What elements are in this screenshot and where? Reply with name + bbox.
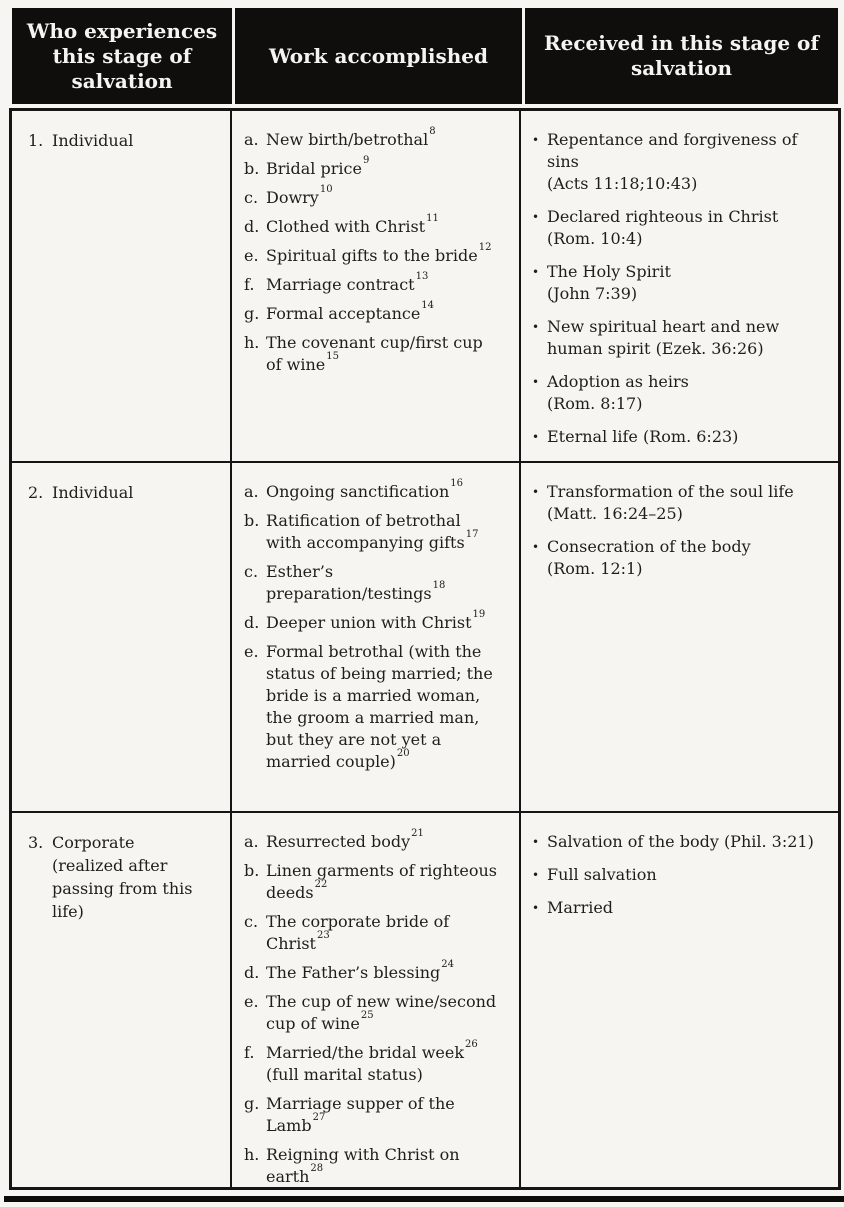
work-item-letter: b. — [244, 861, 260, 880]
work-item-letter: c. — [244, 912, 259, 931]
who-entry — [28, 481, 222, 504]
work-item — [244, 299, 501, 325]
work-item-text: Reigning with Christ on earth$^{28}$ — [266, 1145, 460, 1186]
footnote-number: 27 — [312, 1111, 326, 1123]
work-item-letter: a. — [244, 832, 259, 851]
bullet-icon: • — [532, 133, 540, 147]
received-cell-row3 — [521, 813, 838, 1187]
who-cell-row2 — [12, 463, 232, 813]
work-item-letter: d. — [244, 217, 260, 236]
header-cell-work — [235, 8, 522, 104]
received-item-text: Transformation of the soul life (Matt. 16:24–25) — [547, 482, 794, 523]
received-item — [532, 831, 832, 853]
work-item-letter: a. — [244, 130, 259, 149]
who-cell-row1 — [12, 111, 232, 463]
work-item — [244, 1093, 501, 1137]
work-item-letter: b. — [244, 511, 260, 530]
works-cell-row2 — [232, 463, 521, 813]
work-item — [244, 860, 501, 904]
work-item-letter: h. — [244, 333, 260, 352]
header-cell-who — [12, 8, 232, 104]
received-item — [532, 897, 832, 919]
footnote-number: 8 — [429, 125, 436, 137]
works-cell-row3 — [232, 813, 521, 1187]
work-item-letter: h. — [244, 1145, 260, 1164]
footnote-number: 13 — [415, 270, 429, 282]
work-item-text: Dowry$^{10}$ — [266, 183, 333, 207]
work-item — [244, 911, 501, 955]
received-item — [532, 426, 832, 448]
work-item-text: Deeper union with Christ$^{19}$ — [266, 608, 486, 632]
header-work-label: Work accomplished — [268, 43, 489, 68]
footnote-number: 18 — [432, 579, 446, 591]
received-item — [532, 316, 832, 360]
received-item-text: Married — [547, 898, 614, 917]
who-entry — [28, 129, 222, 152]
work-item-text: Formal acceptance$^{14}$ — [266, 299, 435, 323]
work-item-letter: d. — [244, 963, 260, 982]
work-item-letter: c. — [244, 562, 259, 581]
works-cell-row1 — [232, 111, 521, 463]
work-item — [244, 510, 501, 554]
work-item-text: Bridal price$^9$ — [266, 154, 370, 178]
work-item-text: Ratification of betrothal with accompanying gifts$^{17}$ — [266, 511, 479, 552]
bullet-icon: • — [532, 430, 540, 444]
work-item-text: Ongoing sanctification$^{16}$ — [266, 477, 463, 501]
footnote-number: 26 — [465, 1038, 478, 1050]
table-header-row — [12, 8, 838, 104]
received-item — [532, 481, 832, 525]
work-item-text: Spiritual gifts to the bride$^{12}$ — [266, 241, 492, 265]
received-cell-row2 — [521, 463, 838, 813]
work-item — [244, 827, 501, 853]
footnote-number: 24 — [441, 958, 454, 970]
bullet-icon: • — [532, 375, 540, 389]
work-item-text: The cup of new wine/second cup of wine$^{25}$ — [266, 992, 497, 1033]
received-item-text: Full salvation — [547, 865, 657, 884]
received-item — [532, 536, 832, 580]
work-item — [244, 991, 501, 1035]
who-text: Individual — [52, 131, 134, 150]
work-item — [244, 608, 501, 634]
footnote-number: 28 — [310, 1162, 324, 1174]
received-item — [532, 206, 832, 250]
bullet-icon: • — [532, 835, 540, 849]
footnote-number: 22 — [314, 878, 328, 890]
work-item-letter: e. — [244, 992, 259, 1011]
work-item-text: Resurrected body$^{21}$ — [266, 827, 424, 851]
footnote-number: 12 — [478, 241, 492, 253]
work-item-letter: a. — [244, 482, 259, 501]
bullet-icon: • — [532, 320, 540, 334]
footnote-number: 21 — [411, 827, 424, 839]
who-cell-row3 — [12, 813, 232, 1187]
received-cell-row1 — [521, 111, 838, 463]
footnote-number: 9 — [362, 154, 370, 166]
work-item-text: Linen garments of righteous deeds$^{22}$ — [266, 861, 498, 902]
table-body — [9, 108, 841, 1190]
work-item-letter: b. — [244, 159, 260, 178]
received-item-text: New spiritual heart and new human spirit (Ezek. 36:26) — [547, 317, 780, 358]
work-item-text: Married/the bridal week$^{26}$ (full marital status) — [266, 1038, 478, 1084]
header-received-label: Received in this stage of salvation — [544, 31, 819, 80]
work-item — [244, 183, 501, 209]
work-item-letter: f. — [244, 275, 255, 294]
header-cell-received — [525, 8, 838, 104]
who-text: Corporate (realized after passing from this life) — [52, 833, 193, 921]
footnote-number: 23 — [316, 929, 330, 941]
received-item-text: Consecration of the body (Rom. 12:1) — [547, 537, 751, 578]
bullet-icon: • — [532, 210, 540, 224]
footnote-number: 16 — [450, 477, 463, 489]
header-who-label: Who experiences this stage of salvation — [26, 18, 218, 93]
work-item-text: The covenant cup/first cup of wine$^{15}$ — [266, 333, 483, 374]
footnote-number: 11 — [426, 212, 439, 224]
work-item-text: The corporate bride of Christ$^{23}$ — [266, 912, 450, 953]
who-number: 1. — [28, 131, 44, 150]
work-item — [244, 332, 501, 376]
footnote-number: 19 — [472, 608, 486, 620]
bullet-icon: • — [532, 540, 540, 554]
received-item-text: Declared righteous in Christ (Rom. 10:4) — [547, 207, 779, 248]
received-item-text: Adoption as heirs (Rom. 8:17) — [547, 372, 689, 413]
work-item — [244, 1038, 501, 1086]
received-item — [532, 371, 832, 415]
bullet-icon: • — [532, 485, 540, 499]
footnote-number: 10 — [319, 183, 333, 195]
work-item-letter: c. — [244, 188, 259, 207]
work-item-letter: f. — [244, 1043, 255, 1062]
who-entry — [28, 831, 222, 923]
who-text: Individual — [52, 483, 134, 502]
who-number: 2. — [28, 483, 44, 502]
work-item-text: Esther’s preparation/testings$^{18}$ — [266, 562, 446, 603]
footnote-number: 17 — [465, 528, 479, 540]
received-item-text: Salvation of the body (Phil. 3:21) — [547, 832, 814, 851]
work-item — [244, 154, 501, 180]
received-item — [532, 129, 832, 195]
work-item-letter: e. — [244, 246, 259, 265]
page-edge-bar — [4, 1196, 844, 1202]
work-item-text: Marriage supper of the Lamb$^{27}$ — [266, 1094, 455, 1135]
work-item-text: Clothed with Christ$^{11}$ — [266, 212, 439, 236]
bullet-icon: • — [532, 901, 540, 915]
work-item — [244, 561, 501, 605]
received-item-text: Eternal life (Rom. 6:23) — [547, 427, 739, 446]
received-item-text: Repentance and forgiveness of sins (Acts 11:18;10:43) — [547, 130, 798, 193]
work-item-text: The Father’s blessing$^{24}$ — [266, 958, 454, 982]
work-item — [244, 241, 501, 267]
work-item-text: New birth/betrothal$^8$ — [266, 125, 436, 149]
work-item — [244, 125, 501, 151]
work-item — [244, 212, 501, 238]
received-item — [532, 261, 832, 305]
footnote-number: 20 — [396, 747, 410, 759]
footnote-number: 25 — [360, 1009, 374, 1021]
work-item-letter: d. — [244, 613, 260, 632]
footnote-number: 14 — [421, 299, 435, 311]
work-item — [244, 477, 501, 503]
work-item-text: Marriage contract$^{13}$ — [266, 270, 429, 294]
bullet-icon: • — [532, 868, 540, 882]
work-item-letter: g. — [244, 1094, 260, 1113]
bullet-icon: • — [532, 265, 540, 279]
who-number: 3. — [28, 833, 44, 852]
work-item — [244, 1144, 501, 1187]
work-item — [244, 641, 501, 773]
work-item-letter: g. — [244, 304, 260, 323]
work-item — [244, 958, 501, 984]
work-item — [244, 270, 501, 296]
received-item-text: The Holy Spirit (John 7:39) — [547, 262, 671, 303]
received-item — [532, 864, 832, 886]
work-item-letter: e. — [244, 642, 259, 661]
footnote-number: 15 — [326, 350, 339, 362]
work-item-text: Formal betrothal (with the status of being married; the bride is a married woman, the groom a married man, but they are not yet a married couple)$^{20}$ — [266, 642, 493, 771]
